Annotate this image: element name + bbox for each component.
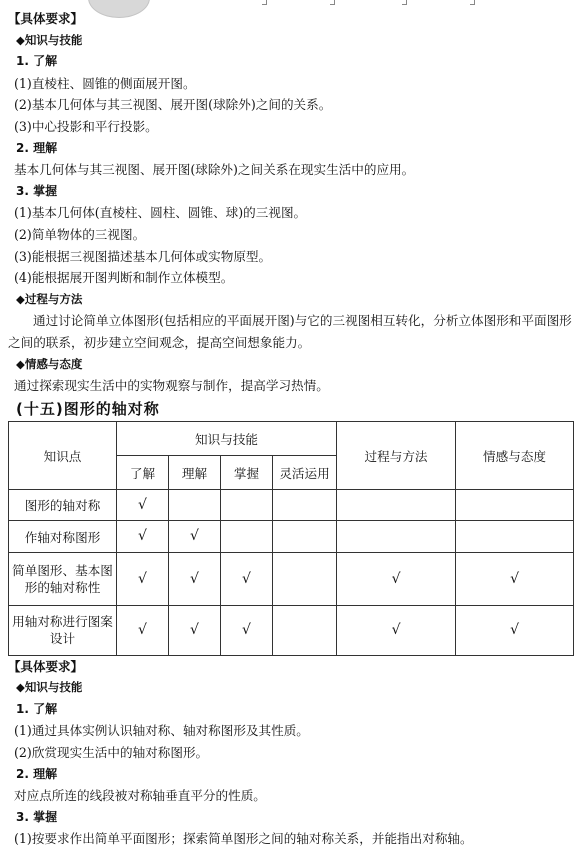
document-page — [8, 8, 573, 850]
table-row — [9, 552, 574, 605]
cell: √ — [221, 552, 273, 605]
comprehend-text: 基本几何体与其三视图、展开图(球除外)之间关系在现实生活中的应用。 — [14, 162, 415, 178]
section-title: (十五)图形的轴对称 — [16, 399, 160, 418]
header-attitude: 情感与态度 — [456, 421, 574, 489]
comprehend-label: 2. 理解 — [16, 140, 58, 155]
cell — [221, 489, 273, 520]
knowledge-skills-subheading: ◆知识与技能 — [16, 32, 83, 47]
cell — [337, 520, 456, 552]
cell — [169, 489, 221, 520]
requirements-heading: 【具体要求】 — [8, 11, 84, 26]
list-item: (3)能根据三视图描述基本几何体或实物原型。 — [14, 248, 272, 264]
cell — [273, 605, 337, 655]
objectives-table — [8, 421, 574, 656]
header-sub: 理解 — [169, 455, 221, 489]
header-knowledge-point: 知识点 — [9, 421, 117, 489]
cell — [273, 552, 337, 605]
process-methods-subheading: ◆过程与方法 — [16, 291, 83, 306]
header-sub: 了解 — [117, 455, 169, 489]
table-row — [9, 520, 574, 552]
requirements-heading: 【具体要求】 — [8, 658, 84, 674]
cell: √ — [117, 489, 169, 520]
list-item: (1)通过具体实例认识轴对称、轴对称图形及其性质。 — [14, 723, 309, 739]
cell: √ — [169, 605, 221, 655]
cell — [273, 520, 337, 552]
list-item: (2)简单物体的三视图。 — [14, 226, 146, 242]
understand-label: 1. 了解 — [16, 701, 58, 716]
cell: √ — [456, 552, 574, 605]
cell: √ — [337, 552, 456, 605]
comprehend-label: 2. 理解 — [16, 766, 58, 781]
cell: √ — [117, 552, 169, 605]
cell: √ — [169, 520, 221, 552]
row-label: 用轴对称进行图案设计 — [9, 605, 117, 655]
table-row — [9, 489, 574, 520]
comprehend-text: 对应点所连的线段被对称轴垂直平分的性质。 — [14, 788, 266, 804]
cell: √ — [456, 605, 574, 655]
list-item: (4)能根据展开图判断和制作立体模型。 — [14, 270, 234, 286]
master-label: 3. 掌握 — [16, 183, 58, 198]
cell: √ — [221, 605, 273, 655]
attitude-text: 通过探索现实生活中的实物观察与制作，提高学习热情。 — [14, 378, 329, 394]
header-sub: 灵活运用 — [273, 455, 337, 489]
header-sub: 掌握 — [221, 455, 273, 489]
table-row — [9, 605, 574, 655]
cell — [456, 489, 574, 520]
cell: √ — [169, 552, 221, 605]
cell — [456, 520, 574, 552]
cell: √ — [117, 605, 169, 655]
process-paragraph: 通过讨论简单立体图形(包括相应的平面展开图)与它的三视图相互转化，分析立体图形和平面图形之间的联系，初步建立空间观念，提高空间想象能力。 — [8, 313, 572, 350]
cell — [221, 520, 273, 552]
understand-label: 1. 了解 — [16, 54, 58, 69]
list-item: (1)基本几何体(直棱柱、圆柱、圆锥、球)的三视图。 — [14, 205, 307, 221]
attitude-subheading: ◆情感与态度 — [16, 356, 83, 371]
row-label: 简单图形、基本图形的轴对称性 — [9, 552, 117, 605]
cell — [337, 489, 456, 520]
header-skills: 知识与技能 — [117, 421, 337, 455]
cell: √ — [117, 520, 169, 552]
list-item: (2)基本几何体与其三视图、展开图(球除外)之间的关系。 — [14, 97, 332, 113]
header-process: 过程与方法 — [337, 421, 456, 489]
list-item: (3)中心投影和平行投影。 — [14, 118, 158, 134]
list-item: (1)按要求作出简单平面图形；探索简单图形之间的轴对称关系，并能指出对称轴。 — [14, 831, 473, 847]
row-label: 图形的轴对称 — [9, 489, 117, 520]
cell — [273, 489, 337, 520]
cell: √ — [337, 605, 456, 655]
knowledge-skills-subheading: ◆知识与技能 — [16, 680, 83, 695]
master-label: 3. 掌握 — [16, 809, 58, 824]
list-item: (1)直棱柱、圆锥的侧面展开图。 — [14, 75, 196, 91]
top-crop-marks — [0, 0, 581, 6]
list-item: (2)欣赏现实生活中的轴对称图形。 — [14, 745, 209, 761]
row-label: 作轴对称图形 — [9, 520, 117, 552]
